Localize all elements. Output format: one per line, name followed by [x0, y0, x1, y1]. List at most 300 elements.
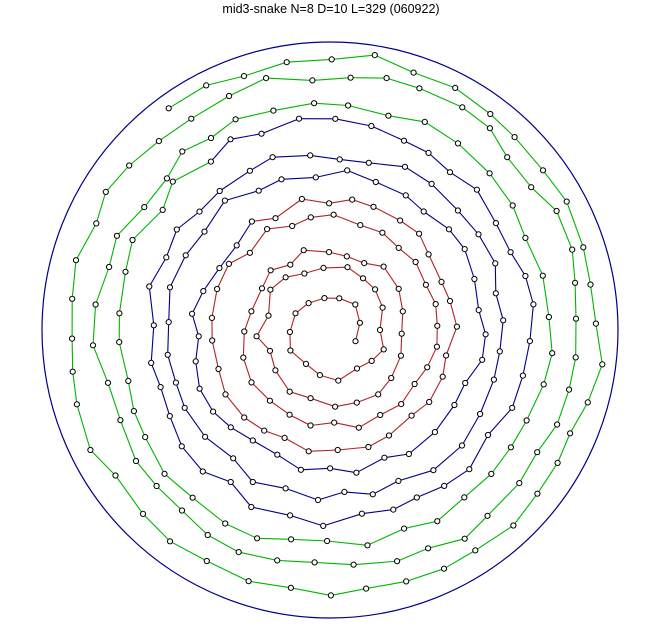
vertex-marker [370, 492, 375, 497]
vertex-marker [356, 425, 361, 430]
vertex-marker [444, 353, 449, 358]
snake-segment [109, 236, 117, 267]
vertex-marker [487, 171, 492, 176]
vertex-marker [93, 302, 98, 307]
snake-segment [543, 170, 567, 201]
snake-segment [250, 157, 273, 171]
vertex-marker [333, 116, 338, 121]
snake-segment [480, 380, 494, 414]
snake-segment [211, 139, 231, 161]
vertex-marker [463, 380, 468, 385]
vertex-marker [247, 168, 252, 173]
snake-segment [253, 441, 277, 455]
snake-segment [376, 182, 406, 195]
snake-segment [316, 170, 347, 177]
snake-segment [362, 510, 393, 514]
vertex-marker [366, 160, 371, 165]
snake-segment [436, 304, 438, 326]
snake-segment [212, 341, 218, 370]
vertex-marker [508, 250, 513, 255]
vertex-marker [373, 179, 378, 184]
snake-segment [225, 524, 257, 539]
snake-segment [380, 404, 401, 415]
vertex-marker [182, 405, 187, 410]
snake-segment [309, 450, 338, 451]
vertex-marker [417, 231, 422, 236]
vertex-marker [301, 248, 306, 253]
snake-segment [203, 472, 231, 483]
vertex-marker [265, 227, 270, 232]
vertex-marker [288, 585, 293, 590]
vertex-marker [209, 315, 214, 320]
vertex-marker [173, 380, 178, 385]
vertex-marker [588, 282, 593, 287]
vertex-marker [197, 386, 202, 391]
snake-segment [304, 250, 329, 252]
vertex-marker [190, 495, 195, 500]
snake-segment [117, 207, 144, 236]
vertex-marker [103, 189, 108, 194]
vertex-marker [523, 273, 528, 278]
vertex-marker [529, 185, 534, 190]
vertex-marker [310, 78, 315, 83]
snake-segment [494, 351, 500, 379]
snake-segment [511, 252, 526, 276]
vertex-marker [564, 199, 569, 204]
snake-segment [264, 431, 284, 438]
snake-segment [428, 539, 465, 549]
vertex-marker [88, 447, 93, 452]
snake-segment [229, 78, 266, 96]
vertex-marker [283, 486, 288, 491]
vertex-marker [241, 355, 246, 360]
vertex-marker [354, 366, 359, 371]
snake-segment [96, 192, 106, 224]
vertex-marker [167, 539, 172, 544]
snake-segment [145, 437, 164, 474]
vertex-marker [400, 309, 405, 314]
snake-segment [329, 200, 352, 204]
snake-segment [243, 358, 251, 383]
snake-segment [290, 415, 311, 426]
vertex-marker [512, 135, 517, 140]
snake-segment [437, 497, 464, 521]
vertex-marker [289, 537, 294, 542]
vertex-marker [455, 141, 460, 146]
snake-segment [419, 234, 429, 255]
vertex-marker [165, 352, 170, 357]
vertex-marker [208, 135, 213, 140]
vertex-marker [228, 425, 233, 430]
vertex-markers [70, 53, 605, 599]
snake-segment [196, 361, 200, 388]
vertex-marker [476, 308, 481, 313]
vertex-marker [308, 215, 313, 220]
vertex-marker [308, 396, 313, 401]
snake-segment [205, 201, 225, 232]
snake-segment [557, 390, 569, 425]
vertex-marker [328, 593, 333, 598]
snake-segment [429, 377, 443, 402]
vertex-marker [489, 471, 494, 476]
snake-segment [276, 199, 302, 218]
vertex-marker [517, 481, 522, 486]
snake-segment [454, 383, 465, 405]
snake-segment [596, 324, 602, 365]
vertex-marker [202, 229, 207, 234]
snake-segment [182, 511, 208, 536]
vertex-marker [164, 255, 169, 260]
vertex-marker [359, 511, 364, 516]
snake-segment [108, 383, 120, 420]
snake-segment [163, 182, 173, 210]
snake-segment [106, 166, 129, 192]
snake-segment [200, 191, 220, 212]
vertex-marker [236, 550, 241, 555]
snake-segment [458, 211, 479, 235]
vertex-marker [313, 175, 318, 180]
snake-segment [442, 282, 451, 301]
vertex-marker [130, 237, 135, 242]
snake-segment [185, 408, 205, 437]
vertex-marker [167, 414, 172, 419]
vertex-marker [510, 203, 515, 208]
snake-segment [116, 476, 144, 514]
snake-segment [192, 291, 203, 314]
snake-segment [465, 516, 488, 539]
snake-segment [253, 482, 286, 488]
vertex-marker [270, 155, 275, 160]
snake-segment [462, 414, 480, 446]
snake-segment [366, 581, 406, 588]
vertex-marker [460, 105, 465, 110]
vertex-marker [453, 85, 458, 90]
snake-segment [519, 452, 537, 483]
snake-segment [530, 304, 534, 341]
snake-segment [311, 423, 335, 426]
vertex-marker [151, 323, 156, 328]
snake-segment [558, 433, 571, 463]
vertex-marker [540, 168, 545, 173]
snake-segment [290, 515, 323, 526]
vertex-marker [180, 149, 185, 154]
vertex-marker [226, 261, 231, 266]
vertex-marker [570, 247, 575, 252]
vertex-marker [308, 423, 313, 428]
vertex-marker [113, 473, 118, 478]
snake-segment [231, 134, 262, 140]
snake-segment [588, 364, 603, 402]
vertex-marker [535, 491, 540, 496]
vertex-marker [353, 339, 358, 344]
vertex-marker [147, 284, 152, 289]
vertex-marker [267, 398, 272, 403]
vertex-marker [357, 320, 362, 325]
snake-segment [269, 290, 271, 316]
vertex-marker [166, 320, 171, 325]
vertex-marker [201, 289, 206, 294]
vertex-marker [287, 412, 292, 417]
vertex-marker [306, 301, 311, 306]
vertex-marker [351, 562, 356, 567]
vertex-marker [554, 208, 559, 213]
vertex-marker [346, 103, 351, 108]
snake-segment [213, 412, 231, 428]
snake-segment [401, 384, 414, 404]
snake-segment [120, 420, 136, 461]
snake-segment [301, 468, 330, 470]
vertex-marker [472, 276, 477, 281]
snake-segment [464, 474, 491, 498]
snake-segment [450, 301, 457, 327]
snake-segment [425, 122, 458, 143]
snake-segment [429, 254, 442, 282]
vertex-marker [366, 444, 371, 449]
snake-segment [371, 126, 404, 141]
snake-segment [356, 458, 384, 473]
vertex-marker [396, 286, 401, 291]
vertex-marker [527, 339, 532, 344]
vertex-marker [329, 57, 334, 62]
snake-segment [119, 342, 128, 381]
vertex-marker [381, 347, 386, 352]
vertex-marker [266, 313, 271, 318]
vertex-marker [246, 579, 251, 584]
snake-segment [557, 211, 573, 250]
vertex-marker [288, 348, 293, 353]
vertex-marker [535, 450, 540, 455]
vertex-marker [228, 137, 233, 142]
vertex-marker [302, 271, 307, 276]
vertex-marker [170, 179, 175, 184]
snake-segment [136, 461, 157, 486]
vertex-marker [487, 126, 492, 131]
snake-segment [515, 137, 543, 170]
vertex-marker [413, 259, 418, 264]
snake-segment [335, 403, 357, 407]
vertex-marker [217, 188, 222, 193]
vertex-marker [391, 507, 396, 512]
snake-segment [391, 356, 401, 378]
snake-segment [206, 76, 244, 85]
vertex-marker [211, 409, 216, 414]
snake-segment [479, 234, 496, 263]
vertex-marker [233, 117, 238, 122]
snake-segment [469, 435, 488, 469]
vertex-marker [250, 479, 255, 484]
vertex-marker [431, 468, 436, 473]
vertex-marker [354, 470, 359, 475]
vertex-marker [327, 201, 332, 206]
snake-segment [311, 398, 336, 407]
snake-segment [373, 481, 399, 494]
snake-segment [444, 550, 475, 568]
vertex-marker [423, 282, 428, 287]
vertex-marker [386, 433, 391, 438]
snake-segment [444, 469, 469, 486]
vertex-marker [362, 261, 367, 266]
vertex-marker [426, 546, 431, 551]
snake-segment [348, 106, 388, 116]
vertex-marker [321, 265, 326, 270]
vertex-marker [441, 566, 446, 571]
snake-segment [490, 128, 507, 157]
vertex-marker [414, 495, 419, 500]
vertex-marker [117, 311, 122, 316]
snake-segment [496, 223, 511, 252]
snake-segment [399, 289, 403, 312]
snake-segment [310, 155, 340, 159]
snake-segment [389, 416, 412, 436]
snake-segment [402, 311, 403, 333]
vertex-marker [372, 53, 377, 58]
snake-segment [490, 114, 514, 137]
snake-segment [327, 541, 367, 545]
vertex-marker [585, 400, 590, 405]
snake-segment [332, 55, 375, 59]
snake-segment [226, 394, 245, 417]
snake-segment [368, 529, 405, 546]
snake-segment [591, 285, 596, 324]
snake-segment [287, 59, 332, 62]
vertex-marker [395, 559, 400, 564]
snake-segment [537, 425, 557, 453]
snake-segment [416, 262, 426, 285]
snake-segment [266, 78, 312, 80]
vertex-marker [288, 513, 293, 518]
vertex-marker [531, 302, 536, 307]
snake-segment [513, 494, 537, 526]
snake-segment [543, 276, 549, 317]
snake-segment [93, 305, 96, 346]
snake-segment [537, 463, 557, 494]
snake-segment [144, 178, 167, 207]
vertex-marker [231, 456, 236, 461]
vertex-marker [354, 400, 359, 405]
vertex-marker [336, 378, 341, 383]
snake-segment [465, 360, 482, 383]
vertex-marker [511, 523, 516, 528]
snake-segment [387, 78, 420, 88]
vertex-marker [279, 177, 284, 182]
vertex-marker [223, 521, 228, 526]
snake-segment [285, 438, 309, 451]
vertex-marker [215, 286, 220, 291]
vertex-marker [179, 508, 184, 513]
snake-segment [511, 421, 527, 448]
snake-segment [211, 119, 236, 138]
vertex-marker [216, 366, 221, 371]
vertex-marker [350, 197, 355, 202]
vertex-marker [417, 86, 422, 91]
vertex-marker [268, 268, 273, 273]
vertex-marker [303, 361, 308, 366]
vertex-marker [567, 387, 572, 392]
vertex-marker [454, 324, 459, 329]
snake-segment [151, 363, 160, 387]
snake-segment [369, 163, 405, 167]
vertex-marker [149, 360, 154, 365]
vertex-marker [398, 353, 403, 358]
vertex-marker [593, 321, 598, 326]
snake-segment [257, 538, 291, 539]
snake-segment [169, 85, 207, 108]
vertex-marker [210, 338, 215, 343]
vertex-marker [204, 558, 209, 563]
snake-segment [490, 173, 513, 205]
snake-segment [406, 569, 444, 582]
vertex-marker [600, 362, 605, 367]
vertex-marker [555, 460, 560, 465]
vertex-marker [384, 76, 389, 81]
snake-segment [151, 325, 154, 363]
vertex-marker [223, 392, 228, 397]
snake-segment [231, 482, 252, 507]
snake-segment [324, 267, 348, 268]
vertex-marker [197, 209, 202, 214]
vertex-marker [288, 262, 293, 267]
vertex-marker [369, 358, 374, 363]
snake-segment [404, 141, 429, 153]
snake-segment [318, 492, 344, 500]
snake-segment [398, 470, 433, 481]
snake-segment [572, 250, 575, 283]
snake-segment [335, 119, 371, 126]
vertex-marker [459, 443, 464, 448]
snake-segment [429, 153, 451, 172]
vertex-marker [326, 250, 331, 255]
vertex-marker [434, 344, 439, 349]
snake-segment [267, 226, 292, 229]
snake-segment [166, 230, 177, 258]
snake-segment [426, 285, 436, 304]
snake-segment [384, 454, 409, 458]
vertex-marker [123, 269, 128, 274]
vertex-marker [399, 331, 404, 336]
snake-segment [286, 488, 318, 500]
snake-segment [231, 427, 253, 440]
vertex-marker [262, 428, 267, 433]
vertex-marker [117, 340, 122, 345]
snake-segment [291, 539, 327, 541]
vertex-marker [322, 296, 327, 301]
vertex-marker [133, 458, 138, 463]
vertex-marker [365, 543, 370, 548]
snake-segment [311, 215, 334, 218]
snake-segment [119, 272, 125, 314]
vertex-marker [332, 420, 337, 425]
snake-segment [244, 418, 264, 431]
vertex-marker [189, 116, 194, 121]
snake-segment [415, 367, 428, 384]
vertex-marker [166, 106, 171, 111]
snake-segment [357, 394, 378, 402]
vertex-marker [380, 305, 385, 310]
snake-segment [196, 336, 199, 361]
vertex-marker [380, 230, 385, 235]
vertex-marker [312, 101, 317, 106]
snake-segment [250, 229, 267, 253]
snake-segment [186, 232, 205, 256]
snake-segment [344, 492, 372, 494]
snake-segment [405, 167, 432, 184]
vertex-marker [249, 309, 254, 314]
vertex-marker [298, 467, 303, 472]
snake-segment [149, 257, 166, 286]
vertex-marker [369, 123, 374, 128]
snake-segment [262, 119, 300, 134]
snake-segment [500, 320, 503, 351]
